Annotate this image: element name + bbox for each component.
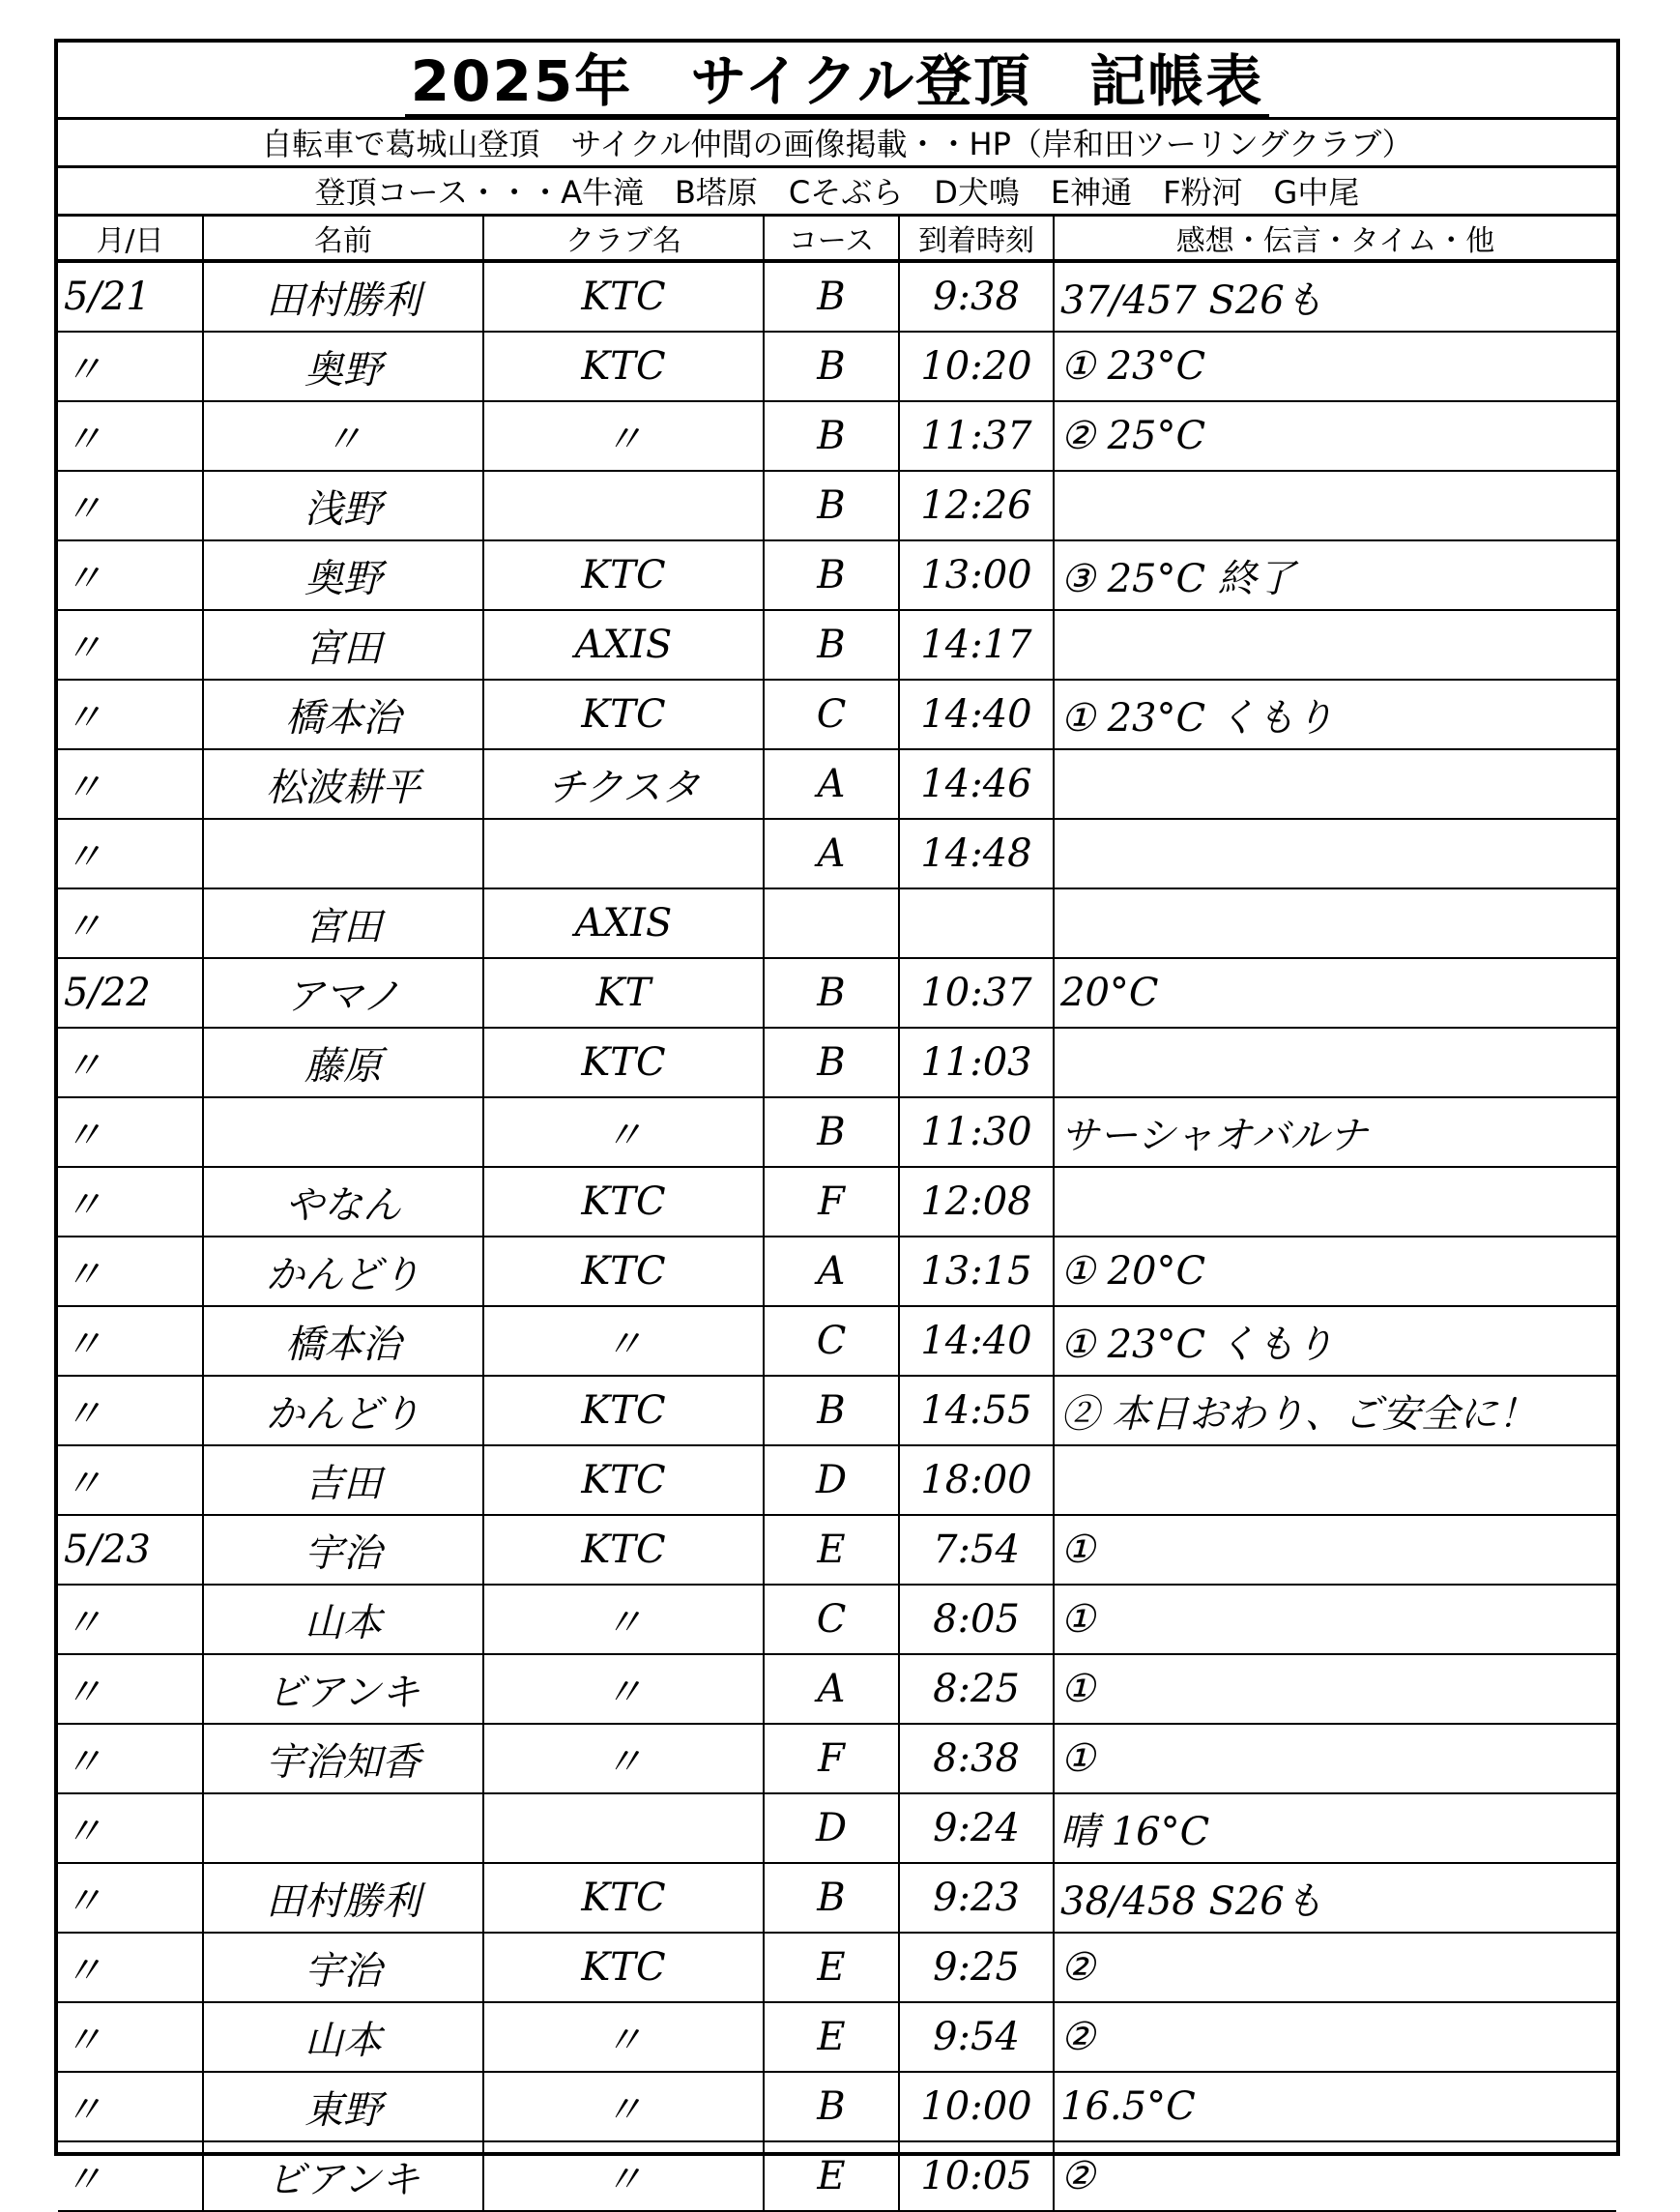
log-rows: [58, 261, 1616, 2211]
table-row: [58, 1585, 1616, 1654]
table-row: [58, 1376, 1616, 1445]
entry-time: 14:17: [899, 610, 1054, 680]
entry-club: KTC: [483, 1237, 764, 1306]
entry-course: B: [764, 1028, 899, 1097]
entry-club: KTC: [483, 261, 764, 332]
entry-note: ①: [1054, 1585, 1616, 1654]
entry-time: 11:30: [899, 1097, 1054, 1167]
entry-club: 〃: [483, 2002, 764, 2072]
entry-club: AXIS: [483, 888, 764, 958]
entry-time: 10:05: [899, 2141, 1054, 2211]
entry-name: 〃: [203, 401, 483, 471]
entry-date: 〃: [58, 1863, 203, 1933]
table-row: [58, 1097, 1616, 1167]
entry-course: C: [764, 1585, 899, 1654]
entry-name: 橋本治: [203, 1306, 483, 1376]
entry-note: [1054, 1445, 1616, 1515]
entry-course: B: [764, 610, 899, 680]
entry-course: B: [764, 1376, 899, 1445]
table-row: [58, 2141, 1616, 2211]
entry-name: 奥野: [203, 540, 483, 610]
col-header-course: コース: [764, 217, 899, 261]
entry-name: 宮田: [203, 888, 483, 958]
entry-course: E: [764, 2002, 899, 2072]
entry-club: KT: [483, 958, 764, 1028]
entry-time: 12:26: [899, 471, 1054, 540]
entry-note: ②: [1054, 1933, 1616, 2002]
entry-date: 〃: [58, 1376, 203, 1445]
table-row: [58, 540, 1616, 610]
entry-time: 14:55: [899, 1376, 1054, 1445]
entry-name: 宮田: [203, 610, 483, 680]
entry-name: かんどり: [203, 1376, 483, 1445]
entry-club: KTC: [483, 1445, 764, 1515]
entry-club: AXIS: [483, 610, 764, 680]
entry-club: 〃: [483, 2141, 764, 2211]
table-row: [58, 1515, 1616, 1585]
col-header-date: 月/日: [58, 217, 203, 261]
table-row: [58, 1445, 1616, 1515]
entry-note: 37/457 S26も: [1054, 261, 1616, 332]
table-row: [58, 1306, 1616, 1376]
entry-name: 奥野: [203, 332, 483, 401]
entry-club: 〃: [483, 1585, 764, 1654]
entry-club: KTC: [483, 1515, 764, 1585]
table-row: [58, 261, 1616, 332]
entry-note: [1054, 888, 1616, 958]
entry-course: B: [764, 261, 899, 332]
entry-club: [483, 1793, 764, 1863]
entry-note: ③ 25°C 終了: [1054, 540, 1616, 610]
entry-date: 〃: [58, 1933, 203, 2002]
table-row: [58, 888, 1616, 958]
entry-note: ①: [1054, 1515, 1616, 1585]
entry-date: 〃: [58, 1445, 203, 1515]
entry-club: KTC: [483, 1167, 764, 1237]
entry-name: 東野: [203, 2072, 483, 2141]
entry-course: F: [764, 1724, 899, 1793]
entry-time: 9:23: [899, 1863, 1054, 1933]
entry-note: [1054, 471, 1616, 540]
entry-course: E: [764, 1933, 899, 2002]
entry-time: 14:46: [899, 749, 1054, 819]
entry-date: 〃: [58, 610, 203, 680]
entry-name: 藤原: [203, 1028, 483, 1097]
log-table: [58, 217, 1616, 2212]
entry-course: C: [764, 1306, 899, 1376]
table-row: [58, 1793, 1616, 1863]
entry-name: [203, 1793, 483, 1863]
entry-name: 山本: [203, 1585, 483, 1654]
entry-date: 5/21: [58, 261, 203, 332]
entry-date: 〃: [58, 1793, 203, 1863]
entry-note: 20°C: [1054, 958, 1616, 1028]
entry-course: B: [764, 332, 899, 401]
entry-time: 9:54: [899, 2002, 1054, 2072]
entry-time: 9:24: [899, 1793, 1054, 1863]
entry-note: [1054, 749, 1616, 819]
entry-course: E: [764, 2141, 899, 2211]
entry-date: 〃: [58, 332, 203, 401]
entry-name: 田村勝利: [203, 1863, 483, 1933]
entry-note: [1054, 1167, 1616, 1237]
entry-note: ①: [1054, 1654, 1616, 1724]
entry-name: 宇治: [203, 1515, 483, 1585]
entry-time: 12:08: [899, 1167, 1054, 1237]
entry-note: ② 本日おわり、ご安全に！: [1054, 1376, 1616, 1445]
entry-name: 宇治: [203, 1933, 483, 2002]
col-header-time: 到着時刻: [899, 217, 1054, 261]
entry-name: 松波耕平: [203, 749, 483, 819]
entry-club: チクスタ: [483, 749, 764, 819]
entry-note: ①: [1054, 1724, 1616, 1793]
entry-time: 10:37: [899, 958, 1054, 1028]
entry-course: A: [764, 749, 899, 819]
entry-time: 14:40: [899, 680, 1054, 749]
entry-name: 田村勝利: [203, 261, 483, 332]
table-row: [58, 1933, 1616, 2002]
entry-note: 晴 16°C: [1054, 1793, 1616, 1863]
entry-club: KTC: [483, 1933, 764, 2002]
table-row: [58, 2002, 1616, 2072]
entry-date: 〃: [58, 680, 203, 749]
entry-club: KTC: [483, 1028, 764, 1097]
entry-name: ビアンキ: [203, 2141, 483, 2211]
table-row: [58, 401, 1616, 471]
table-row: [58, 749, 1616, 819]
entry-course: B: [764, 540, 899, 610]
entry-name: 宇治知香: [203, 1724, 483, 1793]
entry-name: かんどり: [203, 1237, 483, 1306]
subtitle: 自転車で葛城山登頂 サイクル仲間の画像掲載・・HP（岸和田ツーリングクラブ）: [58, 120, 1616, 168]
entry-time: 9:25: [899, 1933, 1054, 2002]
entry-date: 〃: [58, 401, 203, 471]
entry-club: 〃: [483, 1306, 764, 1376]
entry-course: D: [764, 1793, 899, 1863]
table-row: [58, 610, 1616, 680]
entry-name: やなん: [203, 1167, 483, 1237]
entry-time: 10:00: [899, 2072, 1054, 2141]
entry-note: ① 23°C くもり: [1054, 680, 1616, 749]
entry-course: B: [764, 401, 899, 471]
page-title: 2025年 サイクル登頂 記帳表: [58, 43, 1616, 120]
entry-time: 13:15: [899, 1237, 1054, 1306]
col-header-club: クラブ名: [483, 217, 764, 261]
entry-time: [899, 888, 1054, 958]
entry-note: ① 20°C: [1054, 1237, 1616, 1306]
table-row: [58, 1724, 1616, 1793]
entry-note: ②: [1054, 2141, 1616, 2211]
course-legend: 登頂コース・・・A牛滝 B塔原 Cそぶら D犬鳴 E神通 F粉河 G中尾: [58, 168, 1616, 217]
entry-club: 〃: [483, 1097, 764, 1167]
entry-name: ビアンキ: [203, 1654, 483, 1724]
entry-date: 〃: [58, 888, 203, 958]
entry-note: ②: [1054, 2002, 1616, 2072]
entry-course: A: [764, 1654, 899, 1724]
entry-course: B: [764, 958, 899, 1028]
entry-club: 〃: [483, 1654, 764, 1724]
entry-note: ② 25°C: [1054, 401, 1616, 471]
entry-time: 8:05: [899, 1585, 1054, 1654]
entry-course: A: [764, 1237, 899, 1306]
table-row: [58, 819, 1616, 888]
entry-date: 〃: [58, 2002, 203, 2072]
entry-date: 〃: [58, 2141, 203, 2211]
entry-time: 14:40: [899, 1306, 1054, 1376]
entry-date: 5/22: [58, 958, 203, 1028]
entry-name: [203, 1097, 483, 1167]
entry-club: KTC: [483, 332, 764, 401]
entry-club: KTC: [483, 540, 764, 610]
table-row: [58, 958, 1616, 1028]
table-row: [58, 680, 1616, 749]
entry-time: 13:00: [899, 540, 1054, 610]
entry-note: ① 23°C くもり: [1054, 1306, 1616, 1376]
entry-name: アマノ: [203, 958, 483, 1028]
entry-club: KTC: [483, 680, 764, 749]
table-row: [58, 332, 1616, 401]
entry-date: 〃: [58, 749, 203, 819]
entry-club: [483, 471, 764, 540]
entry-date: 〃: [58, 1237, 203, 1306]
entry-note: ① 23°C: [1054, 332, 1616, 401]
entry-date: 〃: [58, 540, 203, 610]
entry-date: 〃: [58, 1585, 203, 1654]
entry-date: 〃: [58, 1724, 203, 1793]
entry-time: 11:37: [899, 401, 1054, 471]
entry-note: [1054, 610, 1616, 680]
entry-name: 橋本治: [203, 680, 483, 749]
table-row: [58, 471, 1616, 540]
entry-club: 〃: [483, 2072, 764, 2141]
entry-course: E: [764, 1515, 899, 1585]
entry-club: KTC: [483, 1863, 764, 1933]
entry-club: 〃: [483, 401, 764, 471]
entry-note: [1054, 819, 1616, 888]
entry-time: 18:00: [899, 1445, 1054, 1515]
entry-date: 〃: [58, 1028, 203, 1097]
entry-date: 〃: [58, 1306, 203, 1376]
table-row: [58, 1028, 1616, 1097]
entry-note: サーシャオバルナ: [1054, 1097, 1616, 1167]
entry-time: 14:48: [899, 819, 1054, 888]
entry-time: 8:25: [899, 1654, 1054, 1724]
table-row: [58, 1654, 1616, 1724]
entry-name: [203, 819, 483, 888]
entry-course: B: [764, 1097, 899, 1167]
entry-date: 〃: [58, 471, 203, 540]
entry-name: 山本: [203, 2002, 483, 2072]
entry-time: 9:38: [899, 261, 1054, 332]
entry-time: 11:03: [899, 1028, 1054, 1097]
table-row: [58, 1237, 1616, 1306]
entry-time: 8:38: [899, 1724, 1054, 1793]
entry-course: A: [764, 819, 899, 888]
entry-note: 16.5°C: [1054, 2072, 1616, 2141]
entry-course: D: [764, 1445, 899, 1515]
header-row: [58, 217, 1616, 261]
table-row: [58, 1167, 1616, 1237]
entry-time: 10:20: [899, 332, 1054, 401]
entry-note: [1054, 1028, 1616, 1097]
logbook-sheet: [54, 39, 1620, 2202]
entry-date: 〃: [58, 1167, 203, 1237]
entry-date: 〃: [58, 2072, 203, 2141]
entry-club: [483, 819, 764, 888]
entry-club: 〃: [483, 1724, 764, 1793]
entry-course: B: [764, 1863, 899, 1933]
entry-date: 5/23: [58, 1515, 203, 1585]
col-header-note: 感想・伝言・タイム・他: [1054, 217, 1616, 261]
entry-name: 浅野: [203, 471, 483, 540]
entry-course: [764, 888, 899, 958]
table-row: [58, 1863, 1616, 1933]
table-row: [58, 2072, 1616, 2141]
entry-course: F: [764, 1167, 899, 1237]
entry-course: B: [764, 471, 899, 540]
entry-course: B: [764, 2072, 899, 2141]
entry-time: 7:54: [899, 1515, 1054, 1585]
entry-date: 〃: [58, 819, 203, 888]
entry-name: 吉田: [203, 1445, 483, 1515]
entry-date: 〃: [58, 1097, 203, 1167]
entry-date: 〃: [58, 1654, 203, 1724]
entry-note: 38/458 S26も: [1054, 1863, 1616, 1933]
entry-course: C: [764, 680, 899, 749]
col-header-name: 名前: [203, 217, 483, 261]
entry-club: KTC: [483, 1376, 764, 1445]
